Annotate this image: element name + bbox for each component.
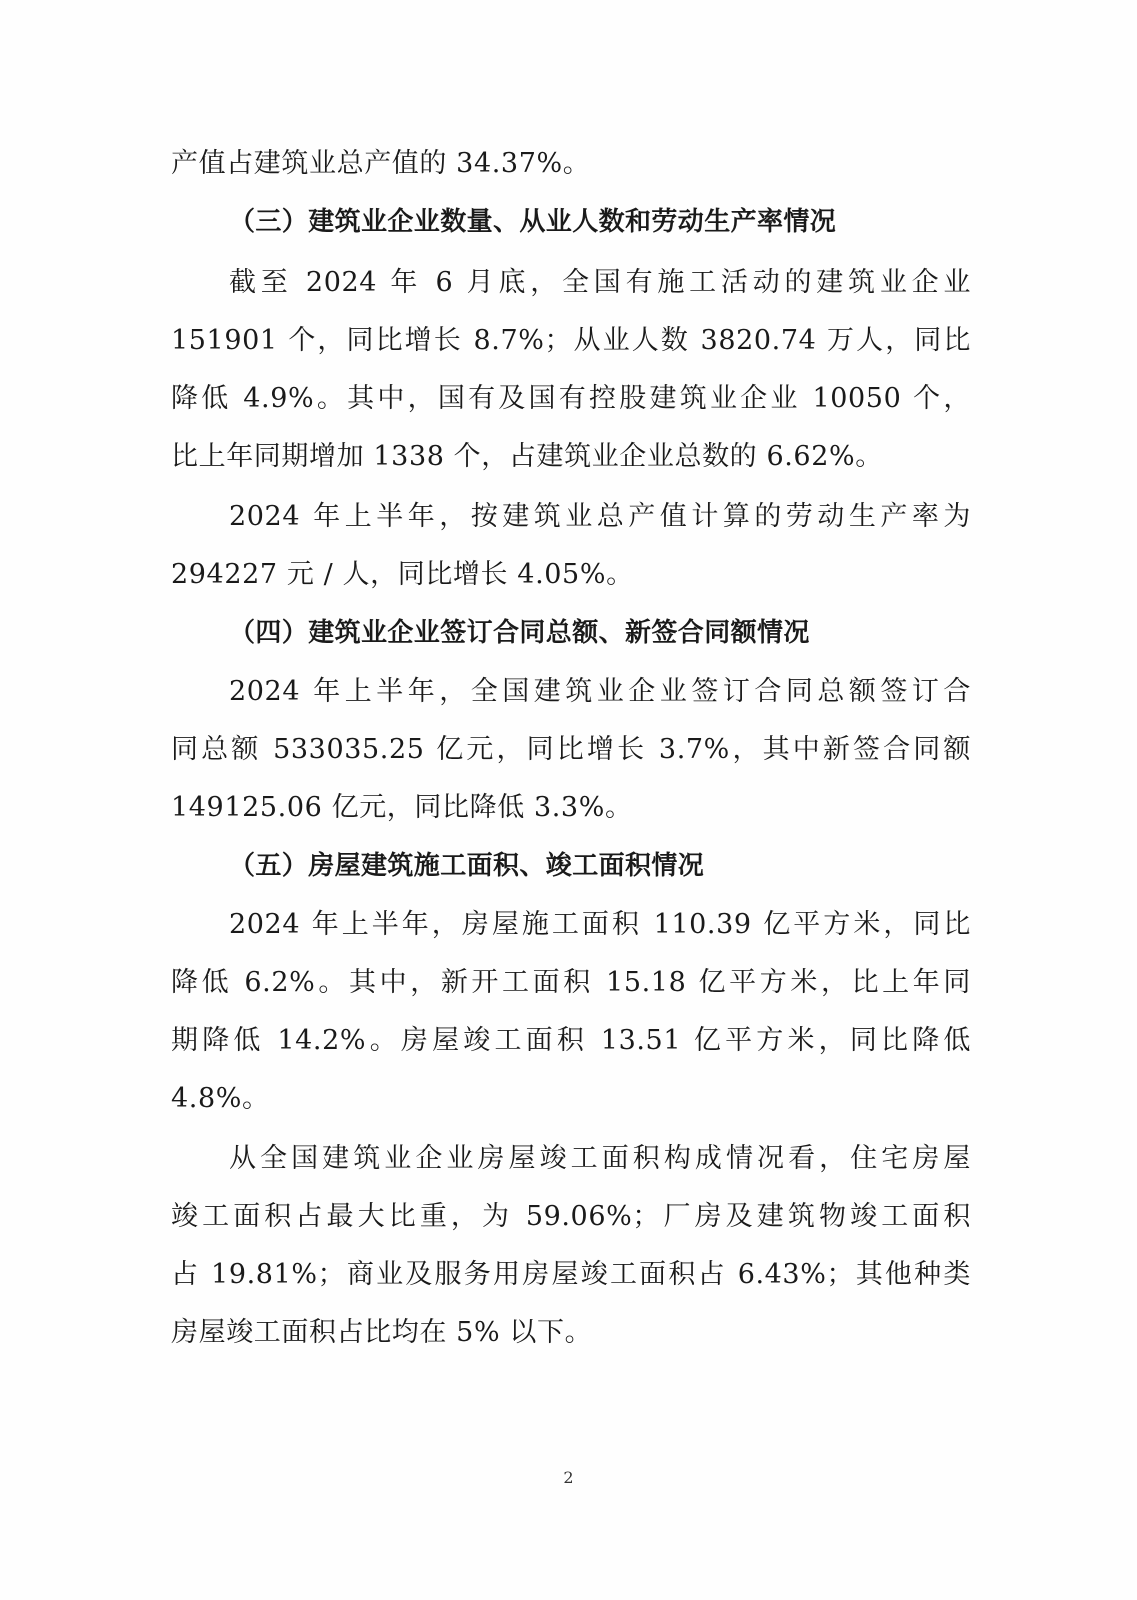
paragraph-line: 截至 2024 年 6 月底，全国有施工活动的建筑业企业: [229, 267, 971, 298]
paragraph-line: 151901 个，同比增长 8.7%；从业人数 3820.74 万人，同比: [171, 325, 971, 356]
paragraph-line: 2024 年上半年，按建筑业总产值计算的劳动生产率为: [229, 501, 971, 532]
paragraph-line: 房屋竣工面积占比均在 5% 以下。: [171, 1317, 593, 1348]
paragraph-line: 149125.06 亿元，同比降低 3.3%。: [171, 792, 633, 823]
paragraph-line: 降低 6.2%。其中，新开工面积 15.18 亿平方米，比上年同: [171, 967, 971, 998]
section-heading-4: （四）建筑业企业签订合同总额、新签合同额情况: [229, 618, 810, 648]
paragraph-line: 294227 元 / 人，同比增长 4.05%。: [171, 559, 634, 590]
paragraph-line: 期降低 14.2%。房屋竣工面积 13.51 亿平方米，同比降低: [171, 1025, 971, 1056]
paragraph-line: 从全国建筑业企业房屋竣工面积构成情况看，住宅房屋: [229, 1143, 971, 1174]
paragraph-line: 4.8%。: [171, 1083, 270, 1114]
section-heading-5: （五）房屋建筑施工面积、竣工面积情况: [229, 851, 705, 881]
section-heading-3: （三）建筑业企业数量、从业人数和劳动生产率情况: [229, 207, 837, 237]
paragraph-line: 产值占建筑业总产值的 34.37%。: [171, 148, 591, 179]
paragraph-line: 2024 年上半年，房屋施工面积 110.39 亿平方米，同比: [229, 909, 971, 940]
paragraph-line: 同总额 533035.25 亿元，同比增长 3.7%，其中新签合同额: [171, 734, 971, 765]
paragraph-line: 2024 年上半年，全国建筑业企业签订合同总额签订合: [229, 676, 971, 707]
page-number: 2: [563, 1468, 574, 1487]
paragraph-line: 比上年同期增加 1338 个，占建筑业企业总数的 6.62%。: [171, 441, 883, 472]
paragraph-line: 竣工面积占最大比重，为 59.06%；厂房及建筑物竣工面积: [171, 1201, 971, 1232]
paragraph-line: 降低 4.9%。其中，国有及国有控股建筑业企业 10050 个，: [171, 383, 971, 414]
paragraph-line: 占 19.81%；商业及服务用房屋竣工面积占 6.43%；其他种类: [171, 1259, 971, 1290]
